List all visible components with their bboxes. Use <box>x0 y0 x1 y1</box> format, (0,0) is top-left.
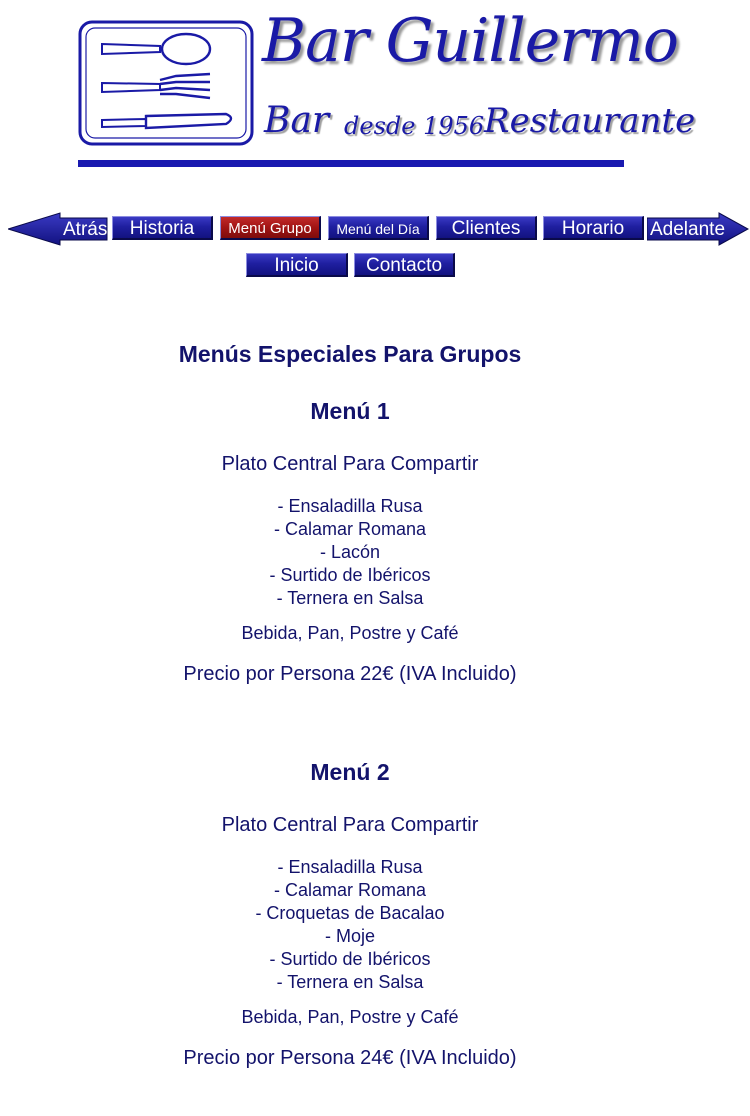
logo-subtitle-restaurant: Restaurante <box>484 101 696 141</box>
dish-item: - Croquetas de Bacalao <box>255 903 445 923</box>
nav-forward-button[interactable] <box>647 212 749 246</box>
logo-divider <box>78 160 624 167</box>
dish-item: - Lacón <box>319 542 381 562</box>
nav-back-button[interactable] <box>8 212 108 246</box>
nav-forward-label: Adelante <box>650 219 726 240</box>
logo-subtitle-bar: Bar <box>264 100 330 141</box>
nav-back-label: Atrás <box>63 219 108 240</box>
nav-clientes[interactable]: Clientes <box>436 216 537 240</box>
dish-item: - Ternera en Salsa <box>276 972 424 992</box>
dish-item: - Surtido de Ibéricos <box>269 565 431 585</box>
menu-extras: Bebida, Pan, Postre y Café <box>241 623 459 643</box>
nav-horario[interactable]: Horario <box>543 216 644 240</box>
menu-title: Menú 2 <box>310 759 390 785</box>
dish-item: - Calamar Romana <box>273 519 427 539</box>
nav-historia[interactable]: Historia <box>112 216 213 240</box>
dish-item: - Calamar Romana <box>273 880 427 900</box>
menu-subtitle: Plato Central Para Compartir <box>221 453 479 475</box>
dish-item: - Ensaladilla Rusa <box>277 857 423 877</box>
menu-title: Menú 1 <box>310 398 390 424</box>
menu-price: Precio por Persona 24€ (IVA Incluido) <box>183 1047 517 1069</box>
page-title: Menús Especiales Para Grupos <box>178 341 522 367</box>
dish-item: - Moje <box>324 926 375 946</box>
logo-subtitle-since: desde 1956 <box>344 112 485 140</box>
menu-extras: Bebida, Pan, Postre y Café <box>241 1007 459 1027</box>
menu-price: Precio por Persona 22€ (IVA Incluido) <box>183 663 517 685</box>
nav-inicio[interactable]: Inicio <box>246 253 348 277</box>
dish-item: - Ternera en Salsa <box>276 588 424 608</box>
menu-subtitle: Plato Central Para Compartir <box>221 814 479 836</box>
dish-item: - Surtido de Ibéricos <box>269 949 431 969</box>
nav-menu-grupo[interactable]: Menú Grupo <box>220 216 321 240</box>
logo-title: Bar Guillermo <box>262 6 678 76</box>
nav-menu-del-dia[interactable]: Menú del Día <box>328 216 429 240</box>
dish-item: - Ensaladilla Rusa <box>277 496 423 516</box>
nav-contacto[interactable]: Contacto <box>354 253 455 277</box>
site-logo <box>0 0 750 175</box>
